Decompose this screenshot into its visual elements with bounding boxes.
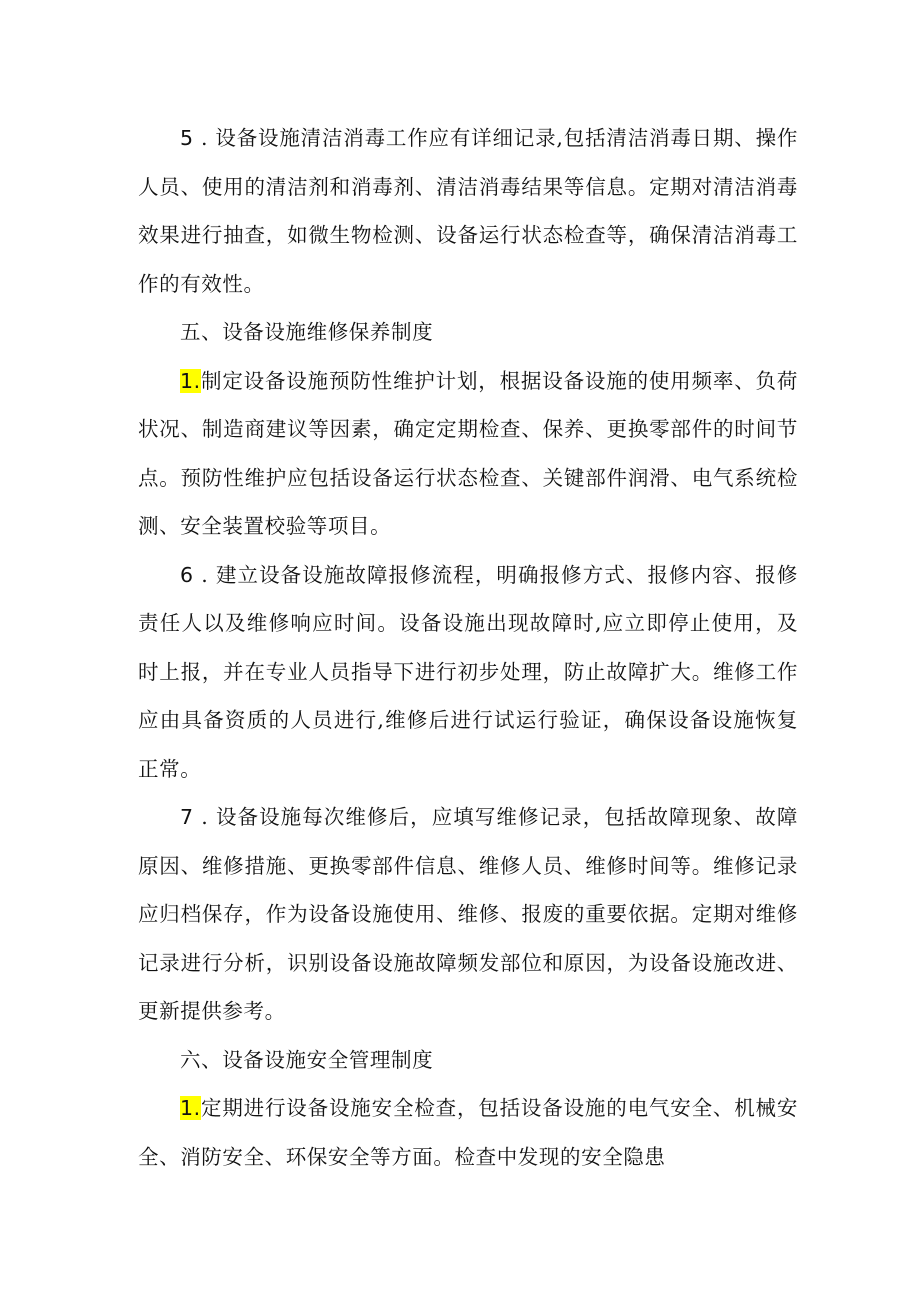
- section-heading-maintenance: 五、设备设施维修保养制度: [180, 320, 434, 344]
- paragraph-text: . 建立设备设施故障报修流程，明确报修方式、报修内容、报修责任人以及维修响应时间。设备设施出现故障时,应立即停止使用，及时上报，并在专业人员指导下进行初步处理，防止故障扩大。维修工作应由具备资质的人员进行,维修后进行试运行验证，确保设备设施恢复正常。: [138, 562, 798, 781]
- item-number: 7: [180, 805, 194, 829]
- paragraph-item-7: [138, 793, 798, 1036]
- paragraph-text: . 设备设施每次维修后，应填写维修记录，包括故障现象、故障原因、维修措施、更换零部件信息、维修人员、维修时间等。维修记录应归档保存，作为设备设施使用、维修、报废的重要依据。定期对维修记录进行分析，识别设备设施故障频发部位和原因，为设备设施改进、更新提供参考。: [138, 805, 798, 1023]
- document-body: [138, 114, 798, 1181]
- paragraph-text: 制定设备设施预防性维护计划，根据设备设施的使用频率、负荷状况、制造商建议等因素，确定定期检查、保养、更换零部件的时间节点。预防性维护应包括设备运行状态检查、关键部件润滑、电气系统检测、安全装置校验等项目。: [138, 368, 798, 538]
- paragraph-text: 定期进行设备设施安全检查，包括设备设施的电气安全、机械安全、消防安全、环保安全等方面。检查中发现的安全隐患: [138, 1096, 798, 1169]
- item-number-highlighted: 1.: [180, 1096, 201, 1120]
- item-number-highlighted: 1.: [180, 368, 201, 393]
- item-number: 5: [180, 126, 194, 150]
- paragraph-item-5: [138, 114, 798, 308]
- paragraph-item-1-maintenance: [138, 357, 798, 551]
- item-number: 6: [180, 562, 194, 587]
- paragraph-item-6: [138, 551, 798, 794]
- paragraph-item-1-safety: [138, 1084, 798, 1181]
- paragraph-text: . 设备设施清洁消毒工作应有详细记录,包括清洁消毒日期、操作人员、使用的清洁剂和消毒剂、清洁消毒结果等信息。定期对清洁消毒效果进行抽查，如微生物检测、设备运行状态检查等，确保清洁消毒工作的有效性。: [138, 126, 798, 296]
- section-heading-safety: 六、设备设施安全管理制度: [180, 1047, 434, 1072]
